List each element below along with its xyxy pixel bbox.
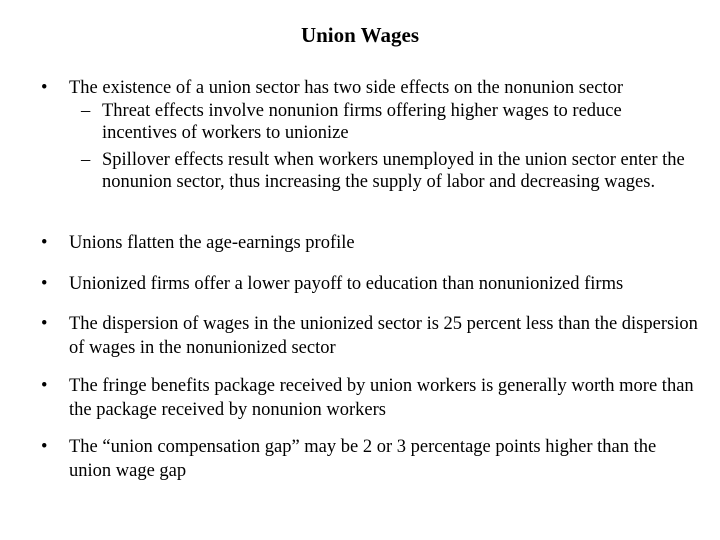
sub-bullet-marker: – <box>81 150 91 170</box>
bullet-marker: • <box>41 274 48 294</box>
bullet-item <box>41 436 701 483</box>
bullet-item <box>41 313 701 360</box>
bullet-item <box>41 77 701 101</box>
sub-bullet-text: Threat effects involve nonunion firms offering higher wages to reduce incentives of workers to unionize <box>102 101 622 143</box>
bullet-text: The existence of a union sector has two side effects on the nonunion sector <box>69 78 623 98</box>
bullet-text: Unionized firms offer a lower payoff to education than nonunionized firms <box>69 274 624 294</box>
bullet-item <box>41 273 701 297</box>
bullet-item <box>41 232 701 256</box>
bullet-item <box>41 375 701 422</box>
bullet-text: The dispersion of wages in the unionized sector is 25 percent less than the dispersion of wages in the nonunionized sector <box>69 314 698 358</box>
sub-bullet-marker: – <box>81 101 91 121</box>
bullet-text: The “union compensation gap” may be 2 or 3 percentage points higher than the union wage gap <box>69 437 657 481</box>
slide-title: Union Wages <box>300 23 420 47</box>
bullet-marker: • <box>41 437 48 457</box>
sub-bullet-item <box>81 149 691 193</box>
sub-bullet-text: Spillover effects result when workers unemployed in the union sector enter the nonunion sector, thus increasing the supply of labor and decreasing wages. <box>102 150 685 192</box>
bullet-text: The fringe benefits package received by union workers is generally worth more than the package received by nonunion workers <box>69 376 694 420</box>
bullet-marker: • <box>41 376 48 396</box>
bullet-text: Unions flatten the age-earnings profile <box>69 233 355 253</box>
bullet-marker: • <box>41 78 48 98</box>
sub-bullet-item <box>81 100 691 144</box>
bullet-marker: • <box>41 233 48 253</box>
bullet-marker: • <box>41 314 48 334</box>
